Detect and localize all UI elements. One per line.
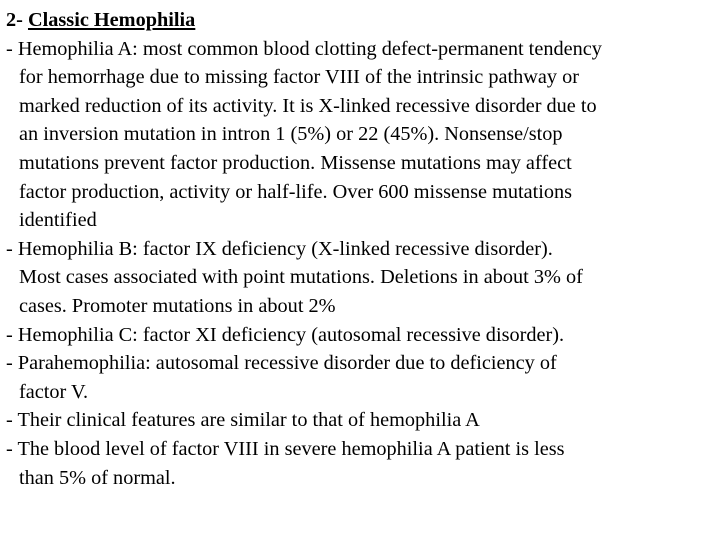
bullet-line: - The blood level of factor VIII in severe hemophilia A patient is less: [6, 437, 565, 460]
section-heading: [6, 6, 718, 35]
bullet-parahemophilia: [6, 349, 718, 406]
bullet-line: factor production, activity or half-life. Over 600 missense mutations: [19, 180, 573, 203]
heading-number: 2-: [6, 9, 23, 31]
bullet-line: factor V.: [19, 380, 89, 403]
bullet-line: an inversion mutation in intron 1 (5%) or 22 (45%). Nonsense/stop: [19, 123, 563, 146]
bullet-line: for hemorrhage due to missing factor VIII of the intrinsic pathway or: [19, 66, 580, 89]
bullet-line: - Their clinical features are similar to that of hemophilia A: [6, 409, 480, 432]
bullet-factor-viii-level: [6, 435, 718, 492]
slide-content: [6, 6, 718, 492]
bullet-line: - Hemophilia C: factor XI deficiency (autosomal recessive disorder).: [6, 323, 565, 346]
heading-title: Classic Hemophilia: [27, 9, 196, 31]
bullet-line: - Hemophilia B: factor IX deficiency (X-linked recessive disorder).: [6, 237, 553, 260]
bullet-hemophilia-c: [6, 321, 718, 350]
bullet-line: marked reduction of its activity. It is X-linked recessive disorder due to: [19, 94, 597, 117]
bullet-line: - Parahemophilia: autosomal recessive disorder due to deficiency of: [6, 352, 557, 375]
bullet-line: cases. Promoter mutations in about 2%: [19, 294, 336, 317]
bullet-hemophilia-a: [6, 35, 718, 235]
bullet-hemophilia-b: [6, 235, 718, 321]
bullet-line: than 5% of normal.: [19, 466, 176, 489]
bullet-line: - Hemophilia A: most common blood clotting defect-permanent tendency: [6, 37, 602, 60]
bullet-line: identified: [19, 209, 97, 232]
bullet-line: mutations prevent factor production. Missense mutations may affect: [19, 151, 572, 174]
bullet-clinical-features: [6, 406, 718, 435]
bullet-line: Most cases associated with point mutations. Deletions in about 3% of: [19, 266, 583, 289]
